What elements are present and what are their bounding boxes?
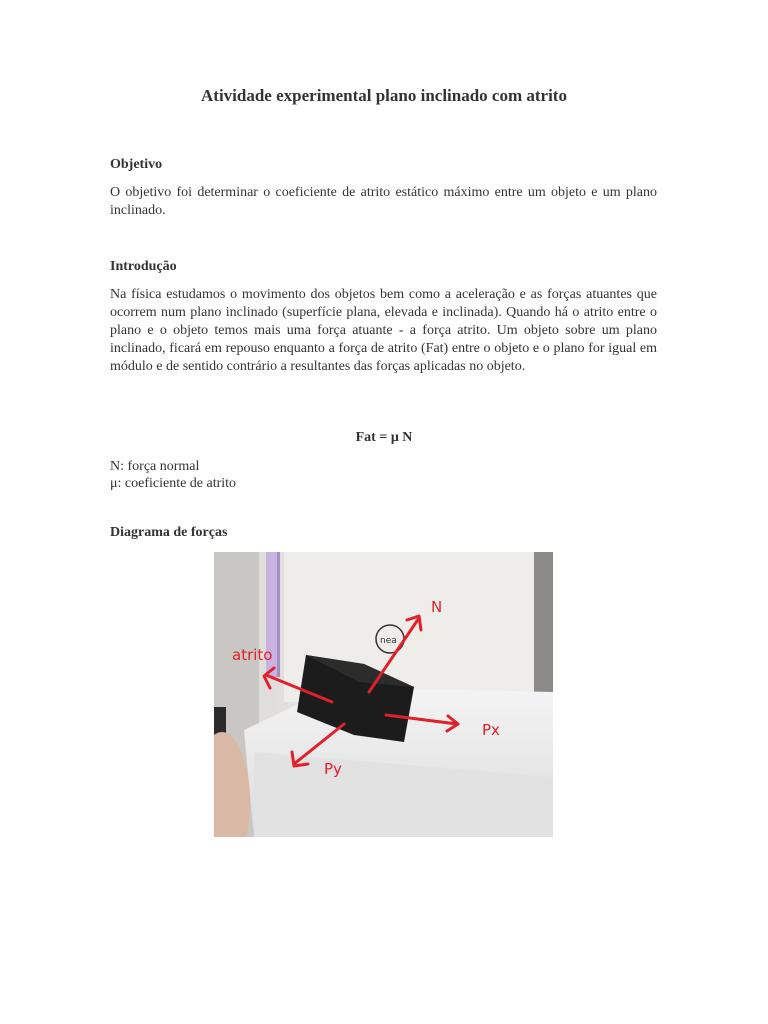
friction-formula: Fat = μ N xyxy=(355,430,413,445)
formula-definitions xyxy=(110,458,236,492)
section-heading-introducao: Introdução xyxy=(110,259,177,274)
definition-normal-force: N: força normal xyxy=(110,459,200,474)
definition-friction-coefficient: μ: coeficiente de atrito xyxy=(110,476,237,491)
section-heading-objetivo: Objetivo xyxy=(110,157,163,172)
label-atrito: atrito xyxy=(232,646,273,664)
label-n: N xyxy=(431,598,443,616)
label-py: Py xyxy=(324,760,342,778)
label-px: Px xyxy=(482,721,500,739)
svg-text:nea: nea xyxy=(380,636,397,646)
document-title: Atividade experimental plano inclinado com atrito xyxy=(201,86,567,105)
introducao-paragraph: Na física estudamos o movimento dos objetos bem como a aceleração e as forças atuantes que ocorrem num plano inclinado (superfície plana, elevada e inclinada). Quando há o atrito entre o plano e o objeto temos mais uma força atuante - a força atrito. Um objeto sobre um plano inclinado, ficará em repouso enquanto a força de atrito (Fat) entre o objeto e o plano for igual em módulo e de sentido contrário a resultantes das forças aplicadas no objeto. xyxy=(110,287,657,374)
section-heading-diagrama: Diagrama de forças xyxy=(110,525,228,540)
objetivo-paragraph: O objetivo foi determinar o coeficiente de atrito estático máximo entre um objeto e um plano inclinado. xyxy=(110,185,657,218)
force-diagram-photo xyxy=(214,552,553,837)
